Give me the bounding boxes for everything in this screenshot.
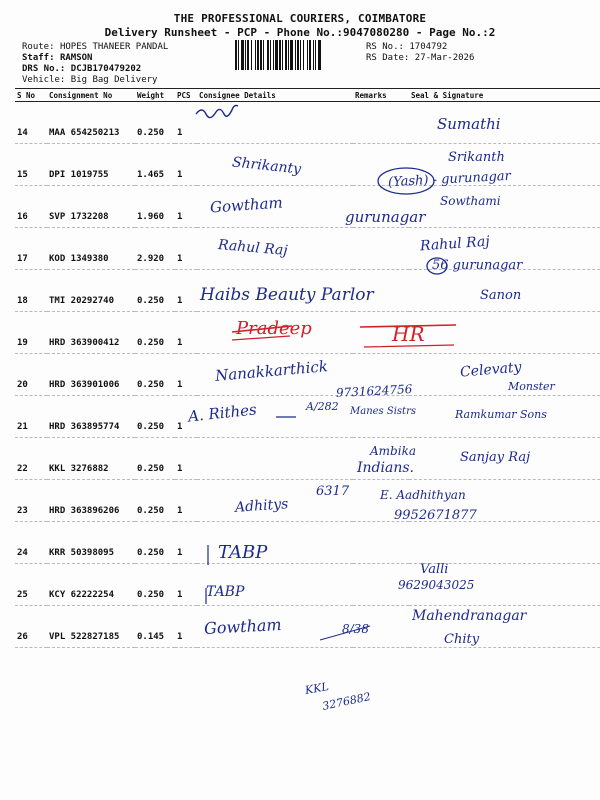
header-consignee: Consignee Details [197,89,353,102]
cell-sno: 26 [15,606,47,648]
hand-signature-sanon: Sanon [480,288,522,303]
staff-value: RAMSON [59,53,93,63]
cell-sno: 20 [15,354,47,396]
cell-sno: 16 [15,186,47,228]
hand-signature-sanjay: Sanjay Raj [460,450,531,465]
cell-sno: 18 [15,270,47,312]
hand-consignee-parlor: Haibs Beauty Parlor [200,285,374,305]
hand-note-kkl: KKL [304,680,330,697]
hand-note-gowtham: Gowtham [209,193,284,217]
runsheet-title: Delivery Runsheet - PCP - Phone No.:9047080280 - Page No.:2 [104,26,496,39]
cell-pcs: 1 [175,480,197,522]
hand-signature-srikanth: Srikanth [448,150,505,165]
hand-signature-hr: HR [392,322,425,346]
hand-note-rahul: Rahul Raj [217,236,289,260]
hand-phone-2: 9952671877 [394,508,477,523]
hand-signature-chity: Chity [444,632,480,647]
cell-pcs: 1 [175,438,197,480]
cell-consignment: MAA 654250213 [47,102,135,144]
rs-no-value: 1704792 [409,42,448,52]
hand-note-ambika: Ambika [370,444,416,458]
rs-date-value: 27-Mar-2026 [414,53,475,63]
hand-address-56: 56 gurunagar [432,258,523,273]
hand-signature-rahul: Rahul Raj [419,233,491,255]
drs-label: DRS No.: [22,64,66,74]
hand-signature-indians: Indians. [357,460,414,476]
cell-consignment: HRD 363901006 [47,354,135,396]
cell-consignment: HRD 363900412 [47,312,135,354]
cell-pcs: 1 [175,102,197,144]
company-title: THE PROFESSIONAL COURIERS, COIMBATORE [173,12,427,25]
hand-consignee-rithes: A. Rithes [187,400,258,426]
header-weight: Weight [135,89,175,102]
cell-pcs: 1 [175,606,197,648]
rs-date-label: RS Date: [366,53,410,63]
rs-no-label: RS No.: [366,42,404,52]
cell-sno: 24 [15,522,47,564]
hand-address-838: 8/38 [342,622,369,636]
hand-signature-mahendranagar: Mahendranagar [412,608,527,624]
cell-weight: 2.920 [135,228,175,270]
hand-address-6317: 6317 [316,484,350,499]
hand-note-kkl-number: 3276882 [321,690,372,713]
cell-consignment: VPL 522827185 [47,606,135,648]
hand-consignee-adhitys: Adhitys [234,496,289,516]
cell-weight: 0.250 [135,480,175,522]
vehicle-label: Vehicle: [22,75,66,85]
hand-signature-sumathi: Sumathi [437,115,501,133]
cell-pcs: 1 [175,564,197,606]
cell-weight: 0.250 [135,354,175,396]
cell-weight: 0.250 [135,270,175,312]
cell-pcs: 1 [175,312,197,354]
hand-consignee-nanakkarthick: Nanakkarthick [214,357,329,385]
hand-consignee-tabp: TABP [218,542,268,563]
hand-signature-monster: Monster [508,380,555,393]
cell-weight: 1.960 [135,186,175,228]
cell-sno: 14 [15,102,47,144]
hand-consignee-pradeep: Pradeep [236,318,312,339]
cell-consignment: KOD 1349380 [47,228,135,270]
cell-consignment: HRD 363896206 [47,480,135,522]
cell-consignment: KRR 50398095 [47,522,135,564]
hand-address-a282: A/282 [306,400,339,413]
cell-sno: 17 [15,228,47,270]
cell-consignment: TMI 20292740 [47,270,135,312]
cell-sno: 23 [15,480,47,522]
cell-consignment: KKL 3276882 [47,438,135,480]
cell-sno: 25 [15,564,47,606]
header-remarks: Remarks [353,89,409,102]
cell-weight: 0.250 [135,396,175,438]
cell-weight: 0.250 [135,312,175,354]
cell-pcs: 1 [175,228,197,270]
cell-consignment: HRD 363895774 [47,396,135,438]
cell-sno: 21 [15,396,47,438]
cell-pcs: 1 [175,144,197,186]
cell-pcs: 1 [175,354,197,396]
cell-pcs: 1 [175,396,197,438]
route-label: Route: [22,42,55,52]
hand-address-gurunagar: (Yash) - gurunagar [387,168,512,191]
staff-label: Staff: [22,53,55,63]
vehicle-value: Big Bag Delivery [70,75,158,85]
hand-consignee-gowtham: Gowtham [203,614,283,639]
cell-pcs: 1 [175,522,197,564]
cell-weight: 1.465 [135,144,175,186]
cell-weight: 0.145 [135,606,175,648]
cell-sno: 15 [15,144,47,186]
header-sno: S No [15,89,47,102]
header-signature: Seal & Signature [409,89,600,102]
hand-consignee-tabp-2: TABP [206,584,245,600]
hand-signature-manes: Manes Sistrs [350,406,416,417]
hand-signature-sowthami: Sowthami [440,194,501,208]
hand-note-shrikanty: Shrikanty [231,154,302,178]
cell-pcs: 1 [175,270,197,312]
cell-consignment: DPI 1019755 [47,144,135,186]
cell-weight: 0.250 [135,564,175,606]
cell-weight: 0.250 [135,102,175,144]
cell-pcs: 1 [175,186,197,228]
cell-sno: 22 [15,438,47,480]
route-value: HOPES THANEER PANDAL [59,42,169,52]
hand-signature-valli: Valli [420,562,449,577]
header-consignment: Consignment No [47,89,135,102]
cell-consignment: KCY 62222254 [47,564,135,606]
hand-address-gurunagar-2: gurunagar [345,208,426,226]
header-pcs: PCS [175,89,197,102]
cell-sno: 19 [15,312,47,354]
hand-signature-celevaty: Celevaty [459,359,523,381]
hand-phone-1: 9731624756 [335,382,413,400]
drs-value: DCJB170479202 [70,64,142,74]
cell-weight: 0.250 [135,438,175,480]
hand-signature-ramkumar: Ramkumar Sons [455,408,547,421]
cell-consignment: SVP 1732208 [47,186,135,228]
cell-weight: 0.250 [135,522,175,564]
hand-signature-aadhithyan: E. Aadhithyan [380,488,466,502]
hand-phone-3: 9629043025 [398,578,475,592]
